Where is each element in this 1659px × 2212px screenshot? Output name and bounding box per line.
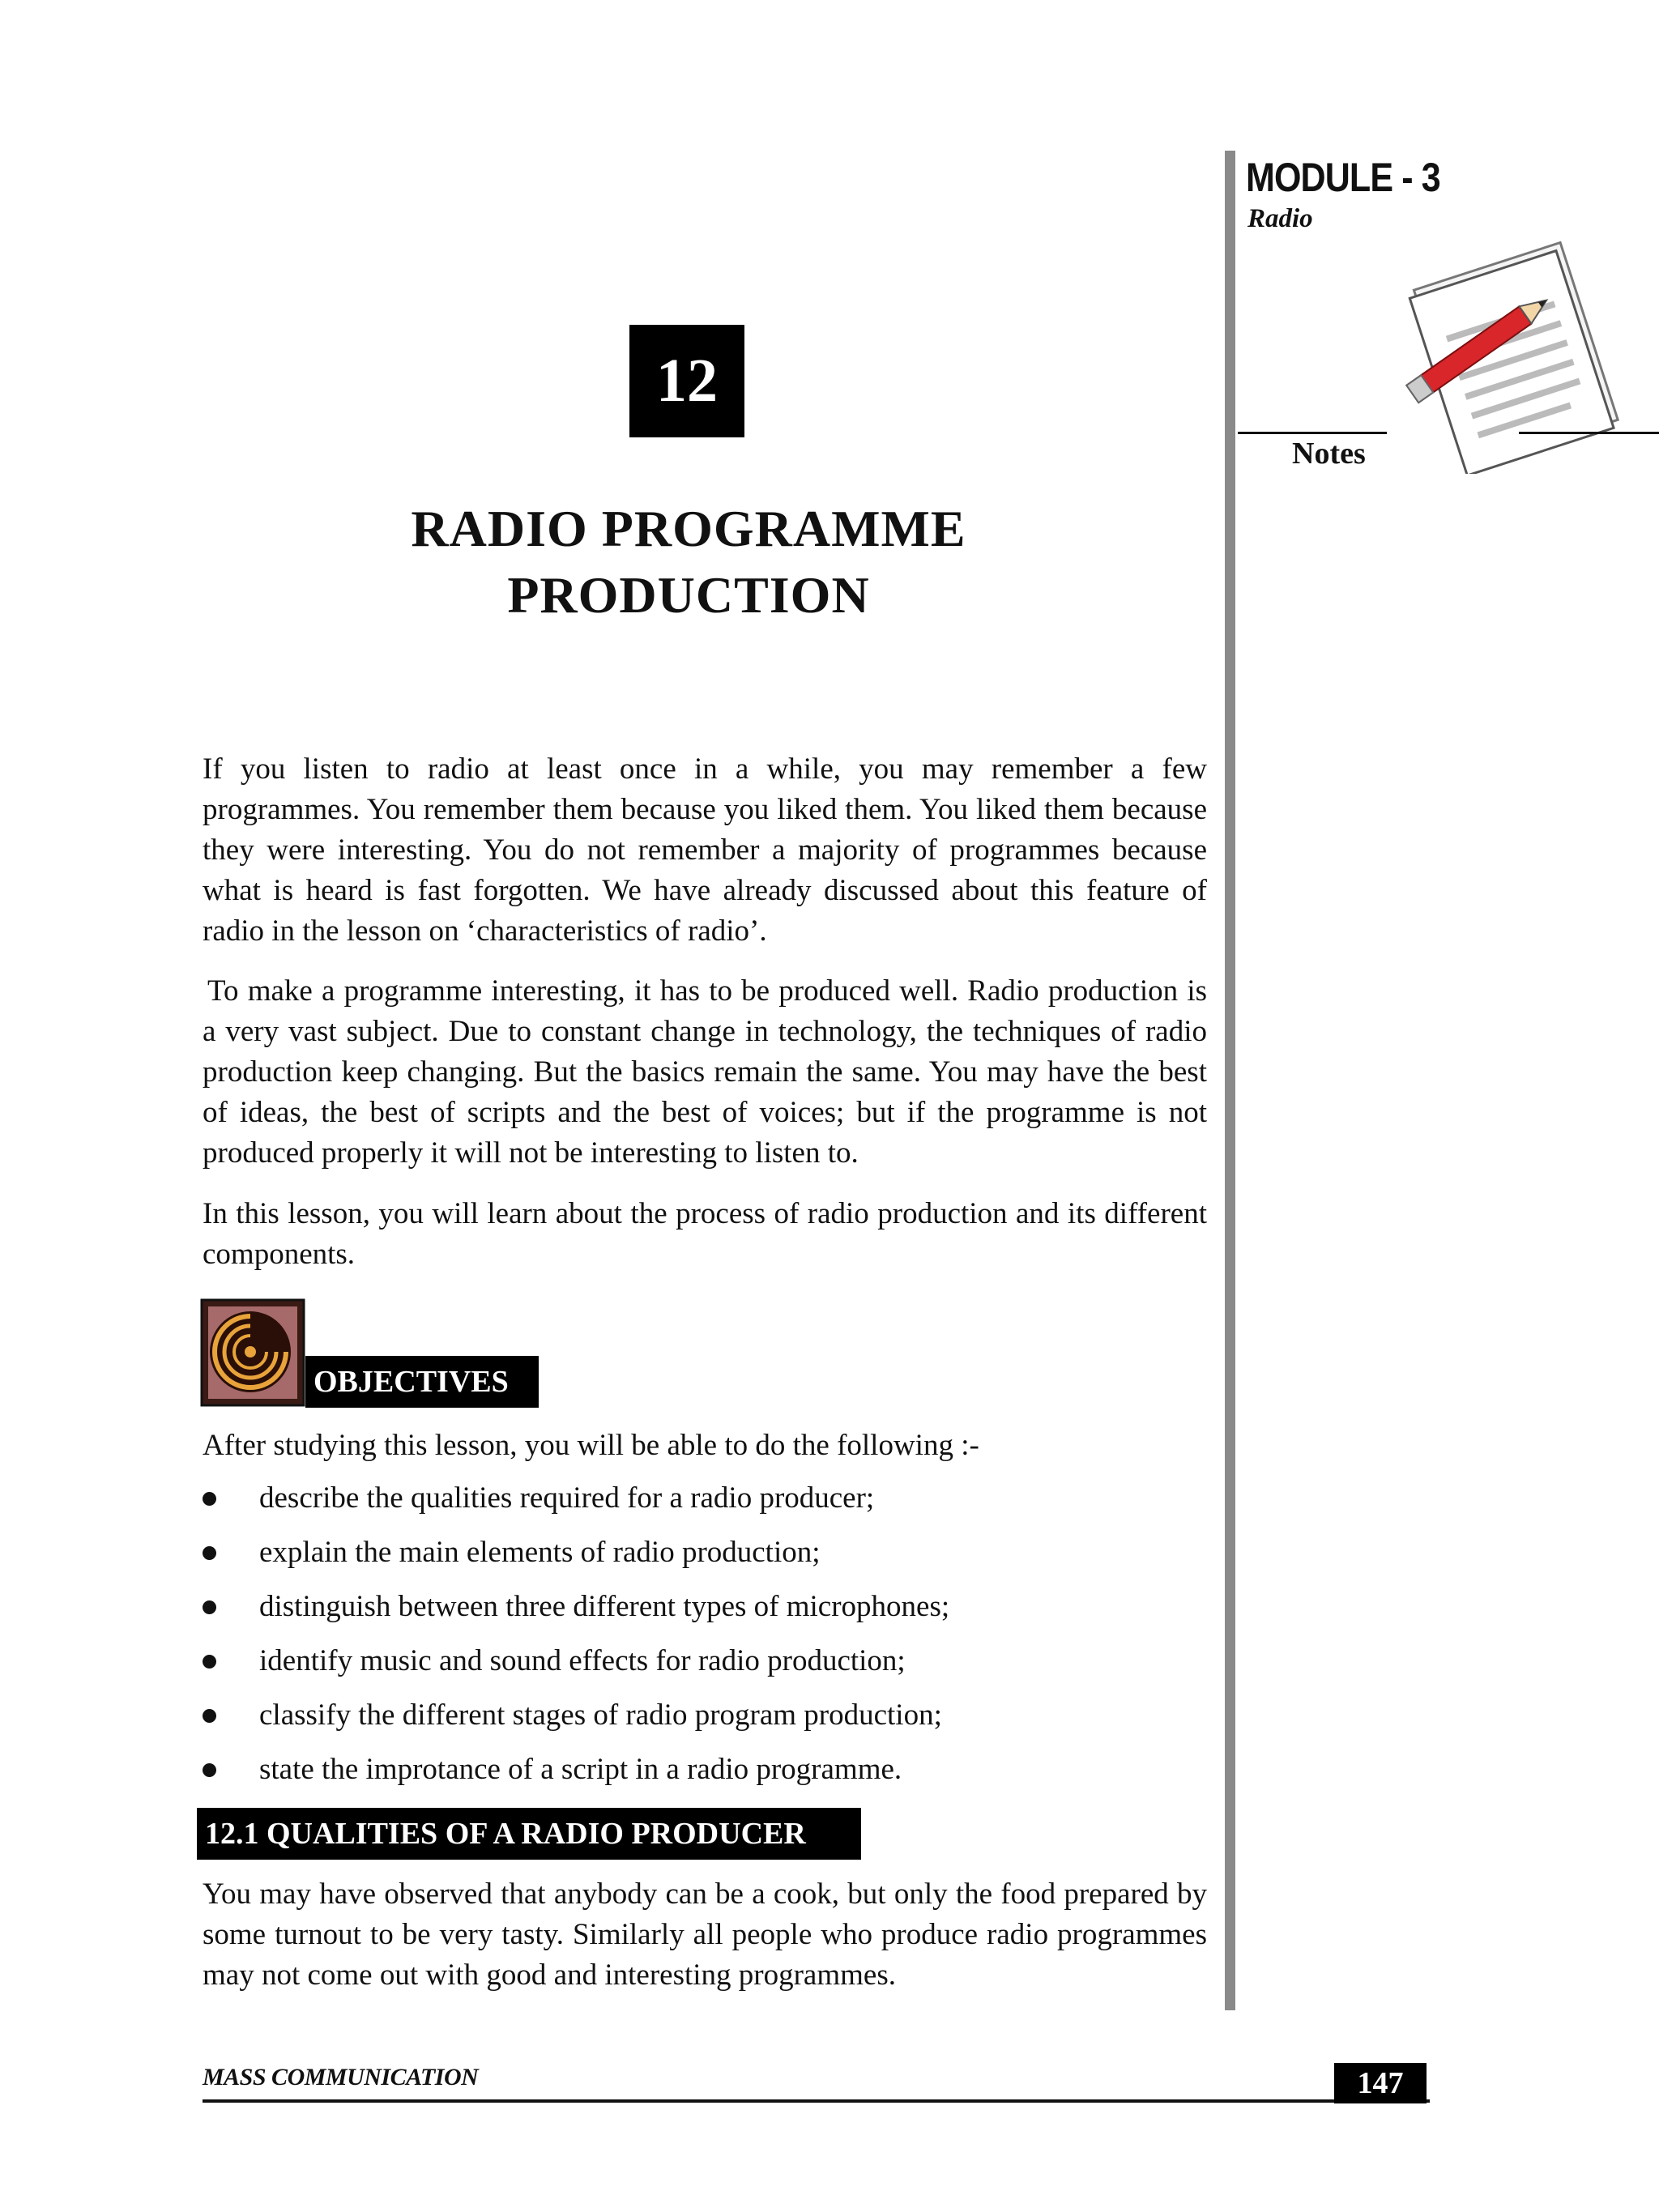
notes-rule-right (1519, 432, 1659, 434)
bullet-icon (203, 1492, 216, 1506)
list-item: describe the qualities required for a radio producer; (203, 1478, 949, 1532)
section-paragraph: You may have observed that anybody can be a cook, but only the food prepared by some turnout to be very tasty. Similarly all people who produce radio programmes may not come out with good and interesting programmes. (203, 1877, 1207, 1992)
objectives-heading: OBJECTIVES (305, 1356, 539, 1408)
intro-paragraph-3: In this lesson, you will learn about the process of radio production and its different components. (203, 1197, 1207, 1271)
footer-course-title: MASS COMMUNICATION (203, 2064, 479, 2091)
target-objectives-icon (200, 1298, 305, 1407)
footer-rule (203, 2099, 1430, 2103)
list-item: explain the main elements of radio production; (203, 1532, 949, 1587)
intro-paragraph-1: If you listen to radio at least once in a while, you may remember a few programmes. You remember them because you liked them. You liked them because they were interesting. You do not remember a majority of programmes because what is heard is fast forgotten. We have already discussed about this feature of radio in the lesson on ‘characteristics of radio’. (203, 752, 1207, 948)
list-item: classify the different stages of radio program production; (203, 1695, 949, 1750)
chapter-title (203, 496, 1175, 629)
module-title: MODULE - 3 (1246, 155, 1440, 200)
module-subtitle: Radio (1247, 204, 1313, 233)
notepad-pencil-icon (1389, 231, 1632, 474)
list-item: distinguish between three different types of microphones; (203, 1587, 949, 1641)
notes-label: Notes (1292, 437, 1366, 471)
bullet-icon (203, 1600, 216, 1614)
sidebar-divider (1225, 151, 1235, 2010)
intro-paragraph-2: To make a programme interesting, it has to be produced well. Radio production is a very vast subject. Due to constant change in technology, the techniques of radio production keep changing. But the basics remain the same. You may have the best of ideas, the best of scripts and the best of voices; but if the programme is not produced properly it will not be interesting to listen to. (203, 974, 1207, 1170)
notes-rule-left (1238, 432, 1387, 434)
bullet-icon (203, 1546, 216, 1560)
bullet-icon (203, 1655, 216, 1669)
list-item: identify music and sound effects for radio production; (203, 1641, 949, 1695)
chapter-title-line-2: PRODUCTION (507, 566, 870, 624)
bullet-icon (203, 1763, 216, 1777)
page-number: 147 (1334, 2063, 1427, 2103)
bullet-icon (203, 1709, 216, 1723)
chapter-title-line-1: RADIO PROGRAMME (411, 500, 966, 557)
objectives-list (203, 1478, 949, 1804)
list-item: state the improtance of a script in a radio programme. (203, 1750, 949, 1804)
objectives-intro: After studying this lesson, you will be able to do the following :- (203, 1429, 979, 1462)
chapter-number: 12 (629, 325, 744, 437)
section-heading: 12.1 QUALITIES OF A RADIO PRODUCER (197, 1808, 861, 1860)
